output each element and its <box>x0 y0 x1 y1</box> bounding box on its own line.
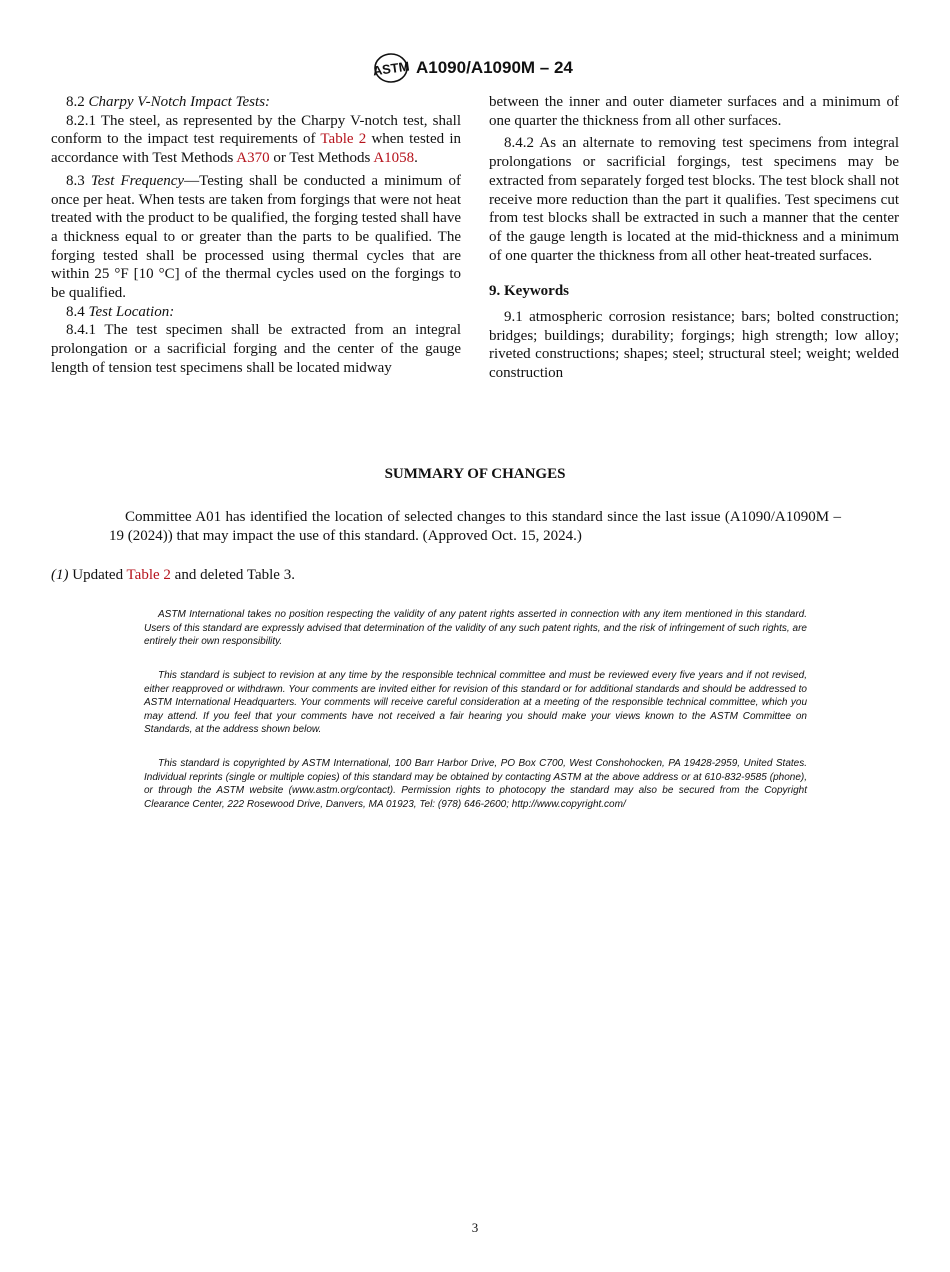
keywords-heading: 9. Keywords <box>489 283 569 300</box>
revision-notice: This standard is subject to revision at any time by the responsible technical committee and must be reviewed every five years and if not revised, either reapproved or withdrawn. Your comments are invited either for revision of this standard or for additional standards and should be addressed to ASTM International Headquarters. Your comments will receive careful consideration at a meeting of the responsible technical committee, which you may attend. If you feel that your comments have not received a fair hearing you should make your views known to the ASTM Committee on Standards, at the address shown below. <box>144 670 807 736</box>
section-8-2-1: 8.2.1 The steel, as represented by the Charpy V-notch test, shall conform to the impact test requirements of Table 2 when tested in accordance with Test Methods A370 or Test Methods A1058. <box>51 112 461 167</box>
page-number: 3 <box>471 1220 479 1235</box>
summary-of-changes-title: SUMMARY OF CHANGES <box>384 466 566 482</box>
copyright-notice: This standard is copyrighted by ASTM International, 100 Barr Harbor Drive, PO Box C700, West Conshohocken, PA 19428-2959, United States. Individual reprints (single or multiple copies) of this standard may be obtained by contacting ASTM at the above address or at 610-832-9585 (phone), or through the ASTM website (www.astm.org/contact). Permission rights to photocopy the standard may also be secured from the Copyright Clearance Center, 222 Rosewood Drive, Danvers, MA 01923, Tel: (978) 646-2600; http://www.copyright.com/ <box>144 758 807 810</box>
section-8-4-1: 8.4.1 The test specimen shall be extracted from an integral prolongation or a sacrificial forging and the center of the gauge length of tension test specimens shall be located midway <box>51 322 461 376</box>
section-8-4-title: Test Location: <box>88 303 175 320</box>
a370-link[interactable]: A370 <box>236 150 270 167</box>
astm-logo-icon <box>372 52 410 84</box>
section-8-2-title: Charpy V-Notch Impact Tests: <box>88 94 271 110</box>
change-item: (1) Updated Table 2 and deleted Table 3. <box>51 567 295 583</box>
page-header <box>0 52 950 84</box>
patent-notice: ASTM International takes no position respecting the validity of any patent rights asserted in connection with any item mentioned in this standard. Users of this standard are expressly advised that determination of the validity of any such patent rights, and the risk of infringement of such rights, are entirely their own responsibility. <box>144 609 807 648</box>
svg-text:ASTM: ASTM <box>372 58 410 79</box>
left-column <box>51 93 461 378</box>
summary-of-changes-body: Committee A01 has identified the location of selected changes to this standard since the last issue (A1090/A1090M – 19 (2024)) that may impact the use of this standard. (Approved Oct. 15, 2024.) <box>109 509 841 544</box>
table-2-link[interactable]: Table 2 <box>320 131 367 148</box>
document-designation: A1090/A1090M – 24 <box>416 58 573 77</box>
section-9-1: 9.1 atmospheric corrosion resistance; bars; bolted construction; bridges; buildings; durability; forgings; high strength; low alloy; riveted constructions; shapes; steel; structural steel; weight; welded construction <box>489 309 899 382</box>
section-8-2: 8.2 Charpy V-Notch Impact Tests: <box>66 94 271 110</box>
section-8-4-2: 8.4.2 As an alternate to removing test specimens from integral prolongations or sacrificial forgings, test specimens may be extracted from separately forged test blocks. The test block shall not receive more reduction than the part it qualifies. Test specimens cut from test blocks shall be extracted in such a manner that the center of the gauge length is located at the mid-thickness and a minimum of one quarter the thickness from all other heat-treated surfaces. <box>489 135 899 264</box>
table-2-link-summary[interactable]: Table 2 <box>126 567 171 583</box>
a1058-link[interactable]: A1058 <box>373 150 415 167</box>
section-8-4: 8.4 Test Location: <box>66 303 175 320</box>
right-column <box>489 93 899 383</box>
section-8-4-1-continued: between the inner and outer diameter surfaces and a minimum of one quarter the thickness from all other surfaces. <box>489 94 899 129</box>
section-8-3-title: Test Frequency <box>90 172 185 189</box>
section-8-3: 8.3 Test Frequency—Testing shall be conducted a minimum of once per heat. When tests are taken from forgings that were not heat treated with the product to be qualified, the forging tested shall have a thickness equal to or greater than the parts to be qualified. The forging tested shall be processed using thermal cycles that are within 25 °F [10 °C] of the thermal cycles used on the forgings to be qualified. <box>51 172 461 302</box>
